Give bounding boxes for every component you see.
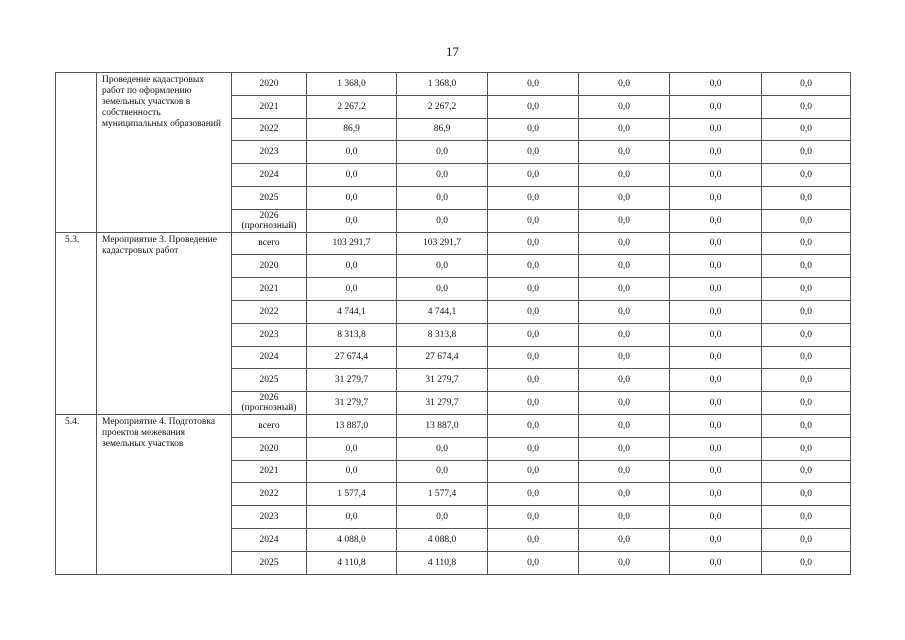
year-cell [232,551,307,574]
value-cell-v2: 0,0 [488,141,579,164]
value-cell-v3: 0,0 [579,483,670,506]
value-cell-v4: 0,0 [670,141,762,164]
value-cell-v1: 31 279,7 [397,369,488,392]
year-label: 2021 [259,101,279,112]
year-note: (прогнозный) [241,403,297,414]
year-cell [232,232,307,255]
value-cell-v5: 0,0 [762,460,851,483]
value-cell-v1: 27 674,4 [397,346,488,369]
value-cell-v5: 0,0 [762,437,851,460]
value-cell-v5: 0,0 [762,323,851,346]
value-cell-total: 0,0 [307,164,397,187]
value-cell-v4: 0,0 [670,460,762,483]
value-cell-v5: 0,0 [762,414,851,437]
value-cell-v1: 103 291,7 [397,232,488,255]
year-label: 2023 [259,512,279,523]
value-cell-v4: 0,0 [670,255,762,278]
year-label: 2024 [259,170,279,181]
value-cell-v4: 0,0 [670,118,762,141]
year-cell [232,392,307,415]
value-cell-v4: 0,0 [670,551,762,574]
year-cell [232,323,307,346]
value-cell-total: 0,0 [307,278,397,301]
value-cell-v1: 13 887,0 [397,414,488,437]
value-cell-v1: 0,0 [397,164,488,187]
value-cell-v3: 0,0 [579,164,670,187]
year-label: 2026 [259,210,279,221]
value-cell-v2: 0,0 [488,414,579,437]
year-label: 2020 [259,261,279,272]
year-cell [232,437,307,460]
value-cell-v4: 0,0 [670,186,762,209]
value-cell-v2: 0,0 [488,551,579,574]
value-cell-v3: 0,0 [579,437,670,460]
value-cell-total: 0,0 [307,255,397,278]
value-cell-v2: 0,0 [488,278,579,301]
value-cell-v5: 0,0 [762,483,851,506]
year-label: 2024 [259,534,279,545]
section-description: Мероприятие 3. Проведение кадастровых работ [97,232,232,414]
value-cell-total: 31 279,7 [307,369,397,392]
value-cell-v2: 0,0 [488,73,579,96]
year-label: 2025 [259,375,279,386]
value-cell-v2: 0,0 [488,300,579,323]
year-label: 2025 [259,557,279,568]
value-cell-v4: 0,0 [670,392,762,415]
value-cell-total: 31 279,7 [307,392,397,415]
value-cell-v5: 0,0 [762,73,851,96]
value-cell-total: 0,0 [307,141,397,164]
value-cell-total: 0,0 [307,506,397,529]
value-cell-v1: 2 267,2 [397,95,488,118]
value-cell-v4: 0,0 [670,483,762,506]
value-cell-v5: 0,0 [762,506,851,529]
section-number [56,73,97,233]
value-cell-v1: 1 368,0 [397,73,488,96]
value-cell-v3: 0,0 [579,346,670,369]
value-cell-v3: 0,0 [579,186,670,209]
year-cell [232,278,307,301]
table-row [56,232,851,255]
value-cell-v2: 0,0 [488,460,579,483]
value-cell-total: 1 368,0 [307,73,397,96]
value-cell-v1: 0,0 [397,506,488,529]
value-cell-v4: 0,0 [670,300,762,323]
value-cell-v3: 0,0 [579,323,670,346]
value-cell-v2: 0,0 [488,186,579,209]
value-cell-total: 103 291,7 [307,232,397,255]
year-label: 2022 [259,306,279,317]
value-cell-v4: 0,0 [670,323,762,346]
value-cell-total: 27 674,4 [307,346,397,369]
year-label: 2021 [259,284,279,295]
value-cell-v2: 0,0 [488,232,579,255]
value-cell-v3: 0,0 [579,506,670,529]
value-cell-v5: 0,0 [762,118,851,141]
year-label: 2020 [259,78,279,89]
year-cell [232,506,307,529]
value-cell-total: 0,0 [307,460,397,483]
value-cell-total: 86,9 [307,118,397,141]
value-cell-v2: 0,0 [488,528,579,551]
page-number: 17 [446,44,459,59]
year-cell [232,164,307,187]
value-cell-v3: 0,0 [579,392,670,415]
year-cell [232,300,307,323]
value-cell-v5: 0,0 [762,232,851,255]
value-cell-v2: 0,0 [488,392,579,415]
value-cell-v5: 0,0 [762,300,851,323]
value-cell-v1: 0,0 [397,141,488,164]
value-cell-v2: 0,0 [488,437,579,460]
year-label: всего [258,420,280,431]
table-row [56,73,851,96]
value-cell-v1: 4 110,8 [397,551,488,574]
value-cell-v3: 0,0 [579,460,670,483]
year-cell [232,186,307,209]
value-cell-v5: 0,0 [762,528,851,551]
year-label: 2025 [259,192,279,203]
year-label: всего [258,238,280,249]
value-cell-v3: 0,0 [579,369,670,392]
year-label: 2020 [259,443,279,454]
value-cell-v3: 0,0 [579,209,670,232]
value-cell-total: 2 267,2 [307,95,397,118]
value-cell-v1: 4 744,1 [397,300,488,323]
value-cell-v4: 0,0 [670,528,762,551]
value-cell-v2: 0,0 [488,506,579,529]
value-cell-v3: 0,0 [579,278,670,301]
year-cell [232,255,307,278]
section-description: Мероприятие 4. Подготовка проектов межевания земельных участков [97,414,232,574]
value-cell-total: 13 887,0 [307,414,397,437]
value-cell-v4: 0,0 [670,73,762,96]
value-cell-total: 0,0 [307,437,397,460]
value-cell-v3: 0,0 [579,528,670,551]
value-cell-v3: 0,0 [579,232,670,255]
value-cell-v4: 0,0 [670,278,762,301]
value-cell-v5: 0,0 [762,392,851,415]
value-cell-v5: 0,0 [762,164,851,187]
value-cell-v2: 0,0 [488,95,579,118]
value-cell-v3: 0,0 [579,414,670,437]
budget-table [55,72,851,575]
value-cell-v4: 0,0 [670,209,762,232]
year-label: 2022 [259,124,279,135]
value-cell-total: 1 577,4 [307,483,397,506]
year-cell [232,414,307,437]
value-cell-v1: 0,0 [397,209,488,232]
value-cell-v3: 0,0 [579,141,670,164]
section-number: 5.3. [56,232,97,414]
value-cell-v4: 0,0 [670,232,762,255]
value-cell-v5: 0,0 [762,209,851,232]
value-cell-v4: 0,0 [670,346,762,369]
value-cell-v4: 0,0 [670,437,762,460]
value-cell-v4: 0,0 [670,164,762,187]
year-cell [232,95,307,118]
year-cell [232,346,307,369]
value-cell-v1: 0,0 [397,437,488,460]
value-cell-v5: 0,0 [762,346,851,369]
year-cell [232,460,307,483]
section-number: 5.4. [56,414,97,574]
value-cell-v3: 0,0 [579,300,670,323]
value-cell-v1: 31 279,7 [397,392,488,415]
value-cell-v2: 0,0 [488,255,579,278]
year-label: 2023 [259,329,279,340]
year-cell [232,483,307,506]
value-cell-total: 4 744,1 [307,300,397,323]
value-cell-v4: 0,0 [670,414,762,437]
value-cell-v2: 0,0 [488,323,579,346]
year-label: 2026 [259,393,279,404]
year-cell [232,369,307,392]
year-label: 2021 [259,466,279,477]
value-cell-total: 4 088,0 [307,528,397,551]
value-cell-total: 0,0 [307,209,397,232]
value-cell-v5: 0,0 [762,278,851,301]
value-cell-v2: 0,0 [488,346,579,369]
value-cell-v1: 0,0 [397,278,488,301]
value-cell-v5: 0,0 [762,551,851,574]
year-cell [232,141,307,164]
value-cell-v2: 0,0 [488,369,579,392]
value-cell-v5: 0,0 [762,95,851,118]
value-cell-v3: 0,0 [579,73,670,96]
year-label: 2024 [259,352,279,363]
section-description: Проведение кадастровых работ по оформлению земельных участков в собственность муниципальных образований [97,73,232,233]
value-cell-v2: 0,0 [488,209,579,232]
table-body [56,73,851,575]
value-cell-v3: 0,0 [579,551,670,574]
value-cell-v3: 0,0 [579,118,670,141]
table-row [56,414,851,437]
value-cell-v5: 0,0 [762,369,851,392]
value-cell-total: 8 313,8 [307,323,397,346]
value-cell-total: 0,0 [307,186,397,209]
year-cell [232,73,307,96]
value-cell-v1: 4 088,0 [397,528,488,551]
value-cell-v1: 0,0 [397,460,488,483]
value-cell-v1: 0,0 [397,255,488,278]
value-cell-v1: 0,0 [397,186,488,209]
value-cell-v4: 0,0 [670,506,762,529]
value-cell-v5: 0,0 [762,186,851,209]
value-cell-v1: 8 313,8 [397,323,488,346]
value-cell-v2: 0,0 [488,483,579,506]
year-label: 2023 [259,147,279,158]
value-cell-v5: 0,0 [762,255,851,278]
value-cell-total: 4 110,8 [307,551,397,574]
year-cell [232,528,307,551]
year-cell [232,118,307,141]
value-cell-v1: 1 577,4 [397,483,488,506]
value-cell-v1: 86,9 [397,118,488,141]
value-cell-v4: 0,0 [670,95,762,118]
year-cell [232,209,307,232]
value-cell-v3: 0,0 [579,95,670,118]
value-cell-v5: 0,0 [762,141,851,164]
value-cell-v3: 0,0 [579,255,670,278]
value-cell-v2: 0,0 [488,118,579,141]
year-note: (прогнозный) [241,220,297,231]
year-label: 2022 [259,489,279,500]
value-cell-v2: 0,0 [488,164,579,187]
value-cell-v4: 0,0 [670,369,762,392]
